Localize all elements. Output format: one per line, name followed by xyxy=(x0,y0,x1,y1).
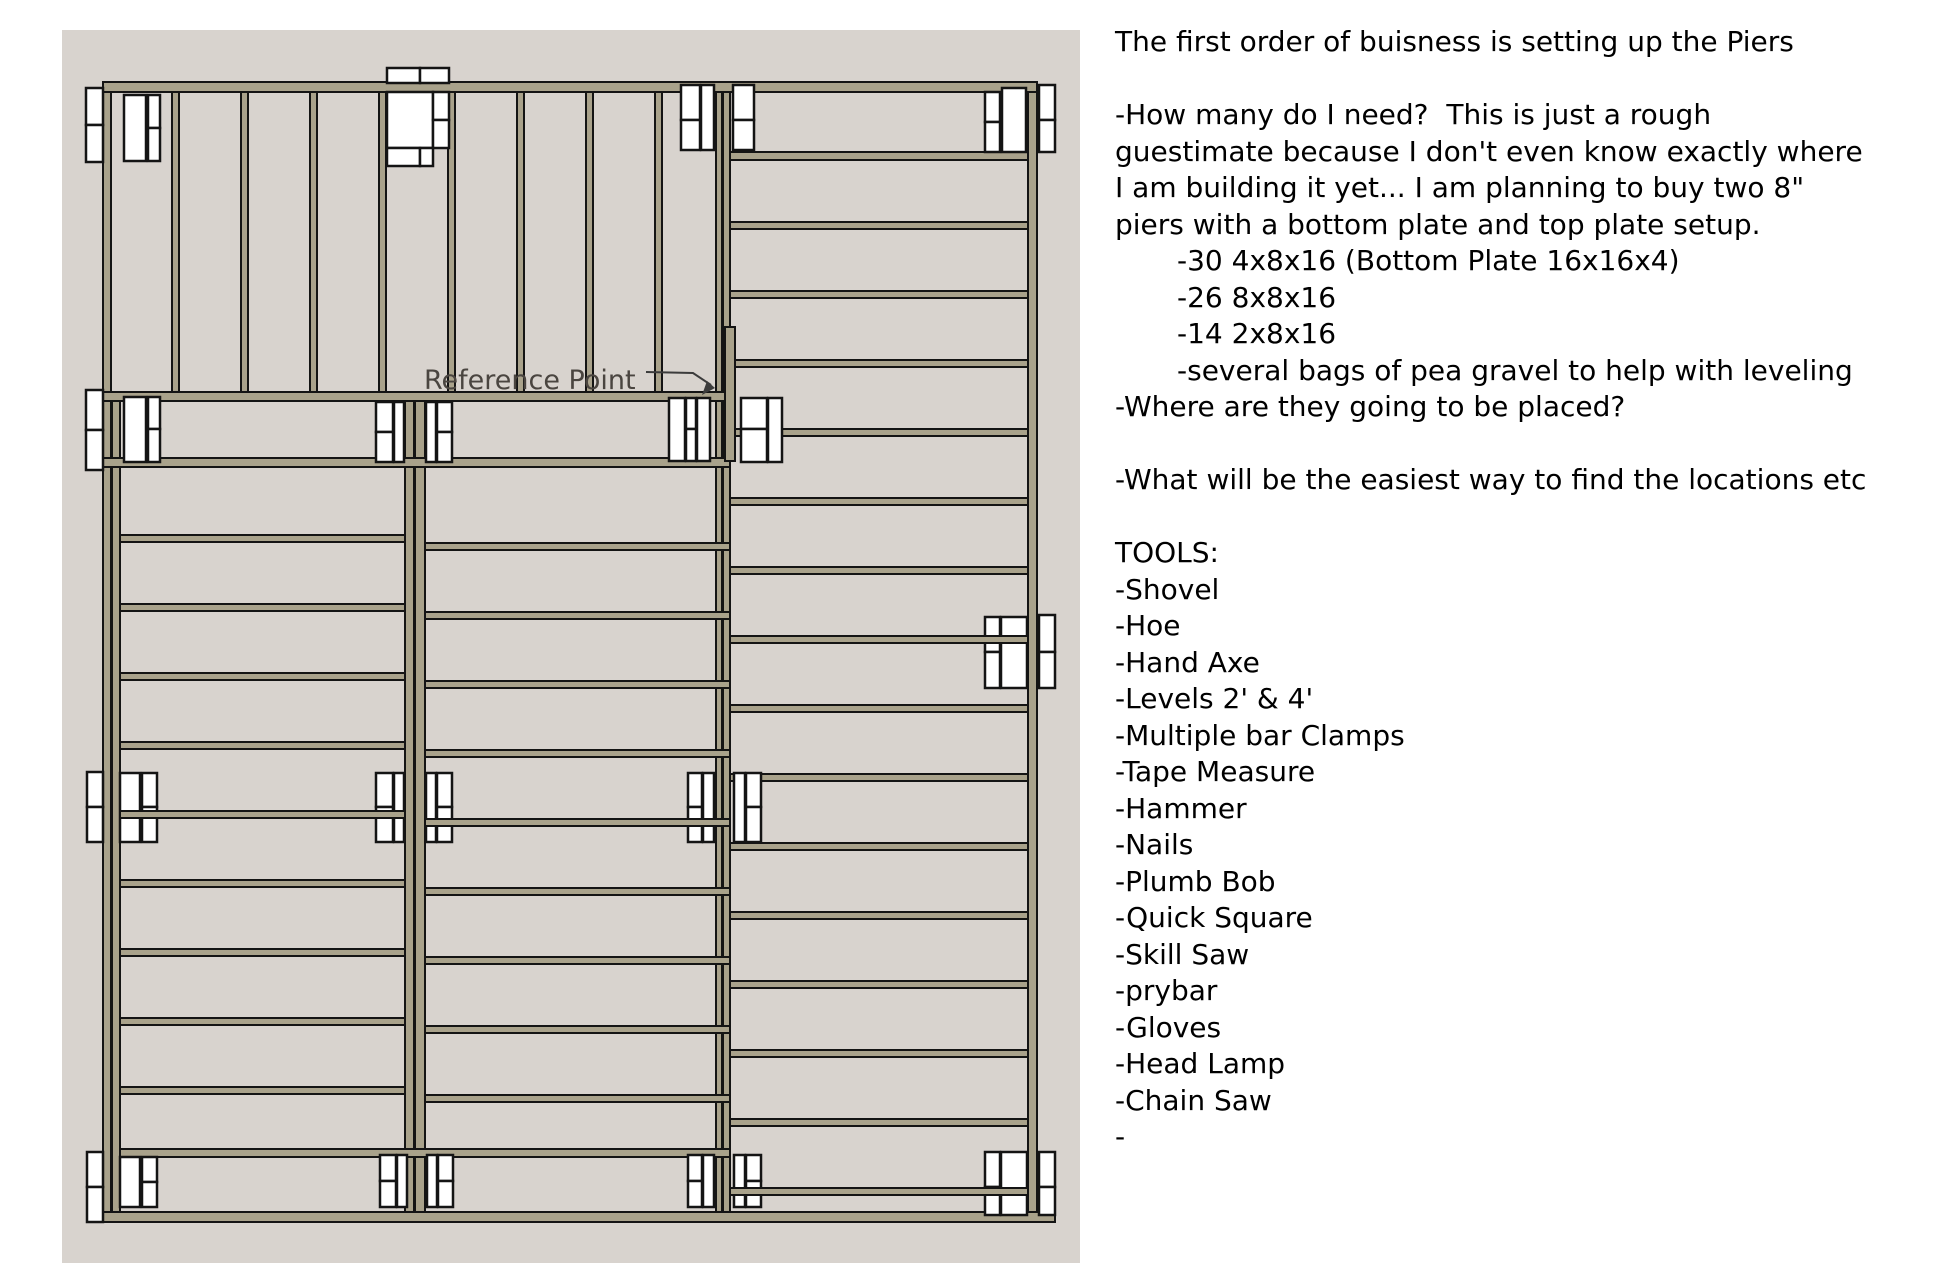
notes-panel xyxy=(1115,24,1945,1156)
notes-line: -Quick Square xyxy=(1115,901,1313,934)
notes-line: -14 2x8x16 xyxy=(1177,317,1337,350)
notes-line: -What will be the easiest way to find the locations etc xyxy=(1115,463,1867,496)
notes-line: -Hand Axe xyxy=(1115,645,1260,679)
notes-line: guestimate because I don't even know exactly where xyxy=(1115,134,1863,168)
reference-point-text: Reference Point xyxy=(424,365,636,396)
notes-line: -Multiple bar Clamps xyxy=(1115,718,1405,752)
panel-background xyxy=(62,30,1080,1263)
notes-line: -30 4x8x16 (Bottom Plate 16x16x4) xyxy=(1177,244,1680,277)
notes-line: piers with a bottom plate and top plate setup. xyxy=(1115,207,1761,241)
notes-line: -26 8x8x16 xyxy=(1177,280,1337,314)
notes-line xyxy=(1115,499,1945,536)
reference-point-label xyxy=(424,365,636,396)
notes-line: -Tape Measure xyxy=(1115,755,1316,788)
notes-line: -Hammer xyxy=(1115,791,1247,825)
notes-line xyxy=(1115,61,1945,98)
notes-line xyxy=(1115,426,1945,463)
notes-line: -Plumb Bob xyxy=(1115,864,1276,898)
notes-line: -How many do I need? This is just a rough xyxy=(1115,98,1712,131)
notes-line: -prybar xyxy=(1115,974,1218,1007)
notes-line: -Gloves xyxy=(1115,1010,1222,1044)
notes-line: -Skill Saw xyxy=(1115,937,1250,971)
notes-line: -Chain Saw xyxy=(1115,1083,1272,1117)
notes-line: -Shovel xyxy=(1115,572,1220,606)
notes-line: -Head Lamp xyxy=(1115,1047,1286,1080)
notes-line: - xyxy=(1115,1120,1126,1153)
notes-title: The first order of buisness is setting up the Piers xyxy=(1115,25,1794,58)
notes-line: -Nails xyxy=(1115,828,1194,861)
notes-line: TOOLS: xyxy=(1115,536,1219,569)
notes-line: -Where are they going to be placed? xyxy=(1115,390,1626,423)
notes-line: -several bags of pea gravel to help with leveling xyxy=(1177,353,1853,387)
notes-line: -Levels 2' & 4' xyxy=(1115,682,1314,715)
notes-line: -Hoe xyxy=(1115,609,1181,642)
notes-line: I am building it yet... I am planning to buy two 8" xyxy=(1115,171,1805,204)
